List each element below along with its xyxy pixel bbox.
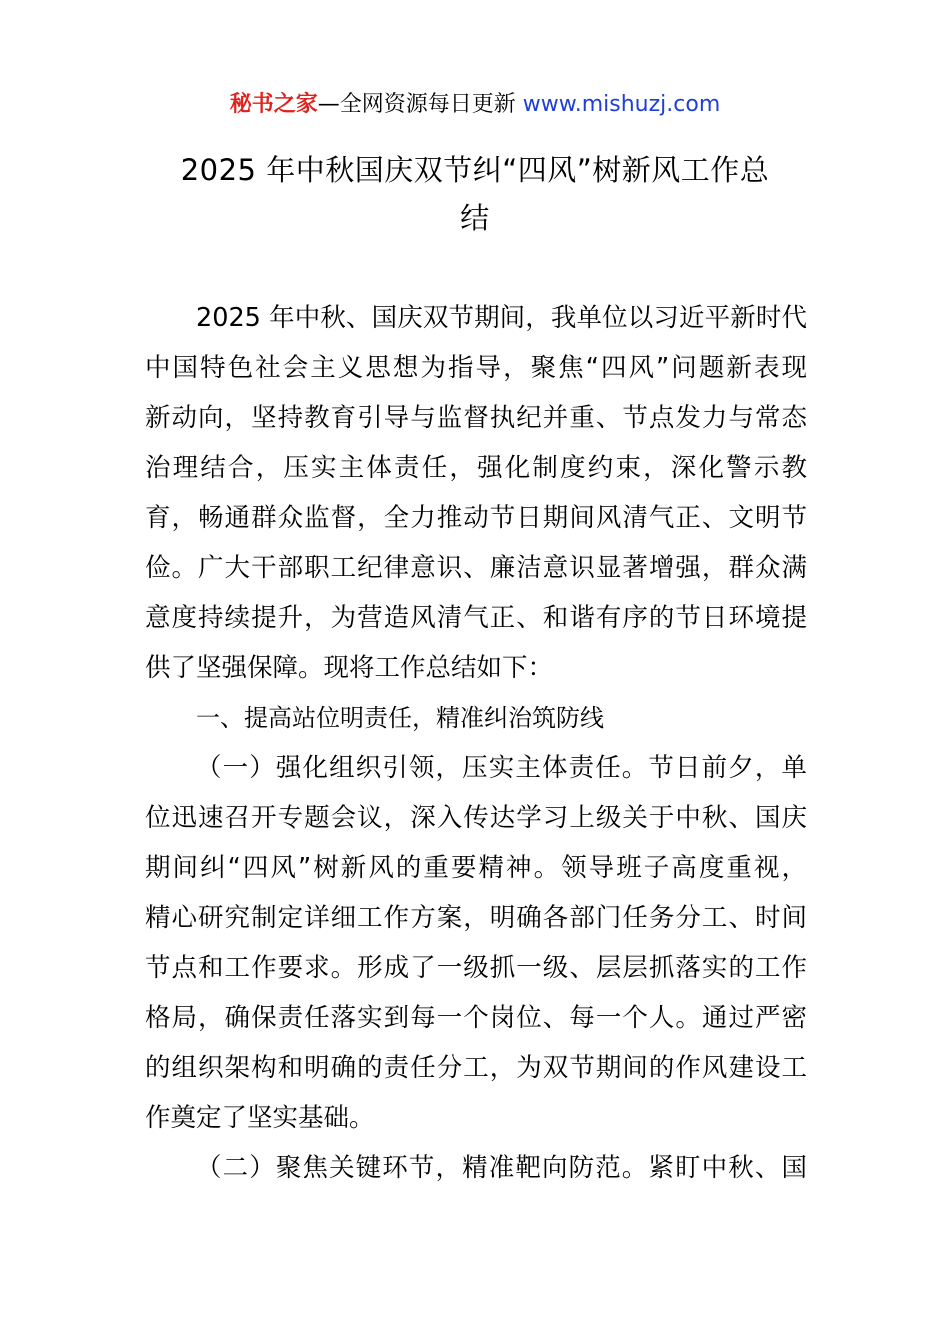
text-line: 新动向，坚持教育引导与监督执纪并重、节点发力与常态 — [145, 403, 807, 433]
site-tagline: —全网资源每日更新 — [317, 92, 523, 117]
text-line: 意度持续提升，为营造风清气正、和谐有序的节日环境提 — [145, 603, 807, 633]
title-line-2: 结 — [460, 201, 490, 235]
text-line: （一）强化组织引领，压实主体责任。节日前夕，单 — [196, 753, 807, 783]
text-line: 的组织架构和明确的责任分工，为双节期间的作风建设工 — [145, 1053, 807, 1083]
text-line: 位迅速召开专题会议，深入传达学习上级关于中秋、国庆 — [145, 803, 807, 833]
site-header — [0, 88, 950, 122]
text-line: 精心研究制定详细工作方案，明确各部门任务分工、时间 — [145, 903, 807, 933]
title-line-1: 2025 年中秋国庆双节纠“四风”树新风工作总 — [180, 153, 770, 187]
text-line: 格局，确保责任落实到每一个岗位、每一个人。通过严密 — [145, 1003, 807, 1033]
intro-paragraph — [145, 293, 807, 693]
document-title — [145, 146, 805, 242]
text-line: 治理结合，压实主体责任，强化制度约束，深化警示教 — [145, 453, 807, 483]
text-line: 中国特色社会主义思想为指导，聚焦“四风”问题新表现 — [145, 353, 807, 383]
site-brand: 秘书之家 — [229, 92, 318, 117]
text-line: 俭。广大干部职工纪律意识、廉洁意识显著增强，群众满 — [145, 553, 807, 583]
text-line: 节点和工作要求。形成了一级抓一级、层层抓落实的工作 — [145, 953, 807, 983]
site-url-link[interactable]: www.mishuzj.com — [522, 92, 721, 117]
text-line: 供了坚强保障。现将工作总结如下： — [145, 653, 554, 683]
paragraph-1 — [145, 743, 807, 1143]
document-body — [145, 293, 807, 1193]
text-line: 作奠定了坚实基础。 — [145, 1103, 375, 1133]
text-line: （二）聚焦关键环节，精准靶向防范。紧盯中秋、国 — [196, 1153, 807, 1183]
paragraph-2 — [145, 1143, 807, 1193]
text-line: 育，畅通群众监督，全力推动节日期间风清气正、文明节 — [145, 503, 807, 533]
text-line: 2025 年中秋、国庆双节期间，我单位以习近平新时代 — [196, 303, 807, 333]
section-heading: 一、提高站位明责任，精准纠治筑防线 — [196, 704, 604, 732]
text-line: 期间纠“四风”树新风的重要精神。领导班子高度重视， — [145, 853, 807, 883]
